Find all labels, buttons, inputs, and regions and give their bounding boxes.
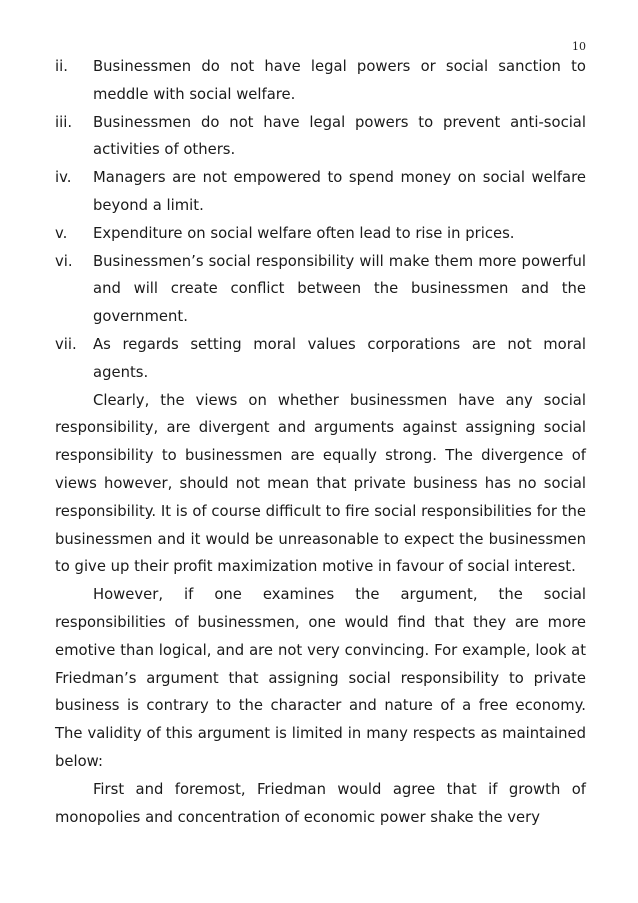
body-paragraph: First and foremost, Friedman would agree that if growth of monopolies and concentration of economic power shake the very	[55, 780, 586, 826]
list-item-text: Managers are not empowered to spend money on social welfare beyond a limit.	[93, 169, 586, 214]
list-marker: ii.	[55, 58, 68, 75]
list-item-text: Expenditure on social welfare often lead to rise in prices.	[93, 224, 515, 242]
list-marker: v.	[55, 224, 68, 242]
list-item	[55, 164, 586, 220]
list-item	[55, 220, 586, 248]
list-item-text: Businessmen do not have legal powers to prevent anti-social activities of others.	[93, 113, 586, 159]
list-item	[55, 53, 586, 109]
list-item-text: Businessmen’s social responsibility will make them more powerful and will create conflict between the businessmen and the government.	[93, 252, 586, 326]
body-paragraph: Clearly, the views on whether businessmen have any social responsibility, are divergent and arguments against assigning social responsibility to businessmen are equally strong. The divergence of views however, should not mean that private business has no social responsibility. It is of course difficult to fire social responsibilities for the businessmen and it would be unreasonable to expect the businessmen to give up their profit maximization motive in favour of social interest.	[55, 391, 586, 576]
page-number: 10	[572, 40, 586, 53]
list-marker: iv.	[55, 169, 72, 187]
list-marker: iii.	[55, 113, 73, 131]
list-item-text: As regards setting moral values corporations are not moral agents.	[93, 335, 586, 381]
list-marker: vi.	[55, 252, 73, 270]
list-item	[55, 248, 586, 331]
page-body	[55, 53, 586, 831]
list-item	[55, 109, 586, 165]
list-marker: vii.	[55, 335, 77, 353]
list-item-text: Businessmen do not have legal powers or social sanction to meddle with social welfare.	[93, 58, 586, 103]
list-item	[55, 331, 586, 387]
body-paragraph: However, if one examines the argument, the social responsibilities of businessmen, one would find that they are more emotive than logical, and are not very convincing. For example, look at Friedman’s argument that assigning social responsibility to private business is contrary to the character and nature of a free economy. The validity of this argument is limited in many respects as maintained below:	[55, 586, 586, 770]
